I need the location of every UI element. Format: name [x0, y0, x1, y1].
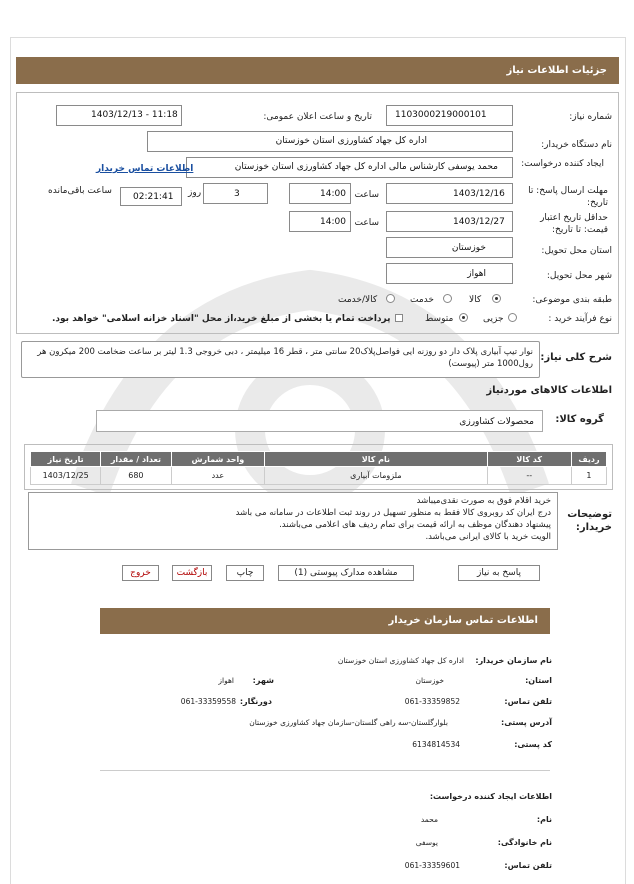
goods-group-label: گروه کالا:: [555, 414, 604, 425]
col-unit: واحد شمارش: [171, 452, 265, 467]
contact-province-value: خوزستان: [415, 676, 444, 685]
goods-section-title: اطلاعات کالاهای موردنیاز: [486, 385, 612, 396]
price-date-value: 1403/12/27: [453, 217, 505, 227]
contact-address-label: آدرس پستی:: [501, 718, 552, 727]
reply-date-field[interactable]: [386, 183, 513, 204]
remaining-label: ساعت باقی‌مانده: [48, 186, 112, 196]
creator-label: ایجاد کننده درخواست:: [521, 159, 604, 169]
cell-code: --: [487, 467, 571, 485]
summary-label: شرح کلی نیاز:: [540, 352, 612, 363]
price-time-label: ساعت: [354, 218, 379, 228]
col-row: ردیف: [571, 452, 606, 467]
col-code: کد کالا: [487, 452, 571, 467]
category-option-service: خدمت: [410, 295, 434, 305]
creator-field[interactable]: [186, 157, 513, 178]
announce-value: 1403/12/13 - 11:18: [91, 110, 178, 120]
price-time-field[interactable]: [289, 211, 351, 232]
goods-group-field: [96, 410, 543, 432]
cell-row: 1: [571, 467, 606, 485]
creator-phone-label: تلفن تماس:: [504, 861, 552, 870]
contact-city-label: شهر:: [252, 676, 274, 685]
attachments-button[interactable]: مشاهده مدارک پیوستی (1): [278, 565, 414, 581]
summary-text: نوار تیپ آبیاری پلاک دار دو روزنه ایی فواصل‌پلاک20 سانتی متر ، قطر 16 میلیمتر ، دبی خروجی 1.3 لیتر بر ساعت ضخامت 200 میکرون هر رول1000 متر (پیوست): [37, 347, 533, 369]
reply-time-label: ساعت: [354, 190, 379, 200]
category-label: طبقه بندی موضوعی:: [532, 295, 612, 305]
summary-box: [21, 341, 540, 378]
buyer-notes-label: توضیحات خریدار:: [567, 509, 612, 533]
treasury-checkbox[interactable]: [395, 314, 403, 322]
contact-fax-label: دورنگار:: [239, 697, 272, 706]
buyer-contact-link[interactable]: اطلاعات تماس خریدار: [96, 164, 194, 174]
days-left-field[interactable]: [203, 183, 268, 204]
category-radio-both[interactable]: [386, 294, 395, 303]
province-label: استان محل تحویل:: [541, 246, 612, 256]
print-button[interactable]: چاپ: [226, 565, 264, 581]
need-number-field[interactable]: [386, 105, 513, 126]
days-left-value: 3: [234, 189, 240, 199]
contact-header: [100, 608, 550, 634]
buyer-note-line-2: درج ایران کد روبروی کالا فقط به منظور تسهیل در روند ثبت اطلاعات در سامانه می باشد: [235, 508, 551, 518]
cell-unit: عدد: [171, 467, 265, 485]
province-field[interactable]: [386, 237, 513, 258]
process-option-medium: متوسط: [425, 314, 454, 324]
category-option-goods: کالا: [469, 295, 482, 305]
goods-group-value: محصولات کشاورزی: [459, 417, 534, 427]
creator-value: محمد یوسفی کارشناس مالی اداره کل جهاد کشاورزی استان خوزستان: [234, 162, 498, 172]
buyer-notes-box: [28, 492, 558, 550]
city-label: شهر محل تحویل:: [546, 271, 612, 281]
creator-section-title: اطلاعات ایجاد کننده درخواست:: [429, 792, 552, 801]
contact-org-label: نام سازمان خریدار:: [475, 656, 552, 665]
payment-note: پرداخت تمام یا بخشی از مبلغ خرید،از محل "اسناد خزانه اسلامی" خواهد بود.: [52, 314, 391, 324]
contact-title: اطلاعات تماس سازمان خریدار: [388, 615, 538, 626]
city-field[interactable]: [386, 263, 513, 284]
day-label: روز: [188, 188, 202, 198]
announce-field[interactable]: [56, 105, 182, 126]
buyer-org-label: نام دستگاه خریدار:: [541, 140, 612, 150]
reply-button[interactable]: پاسخ به نیاز: [458, 565, 540, 581]
need-number-value: 1103000219000101: [395, 110, 487, 120]
province-value: خوزستان: [451, 243, 486, 253]
contact-postal-value: 6134814534: [412, 740, 460, 749]
cell-qty: 680: [101, 467, 171, 485]
contact-divider: [100, 770, 550, 771]
category-option-both: کالا/خدمت: [338, 295, 378, 305]
price-validity-label: حداقل تاریخ اعتبار قیمت: تا تاریخ:: [540, 213, 608, 235]
category-radio-goods[interactable]: [492, 294, 501, 303]
price-date-field[interactable]: [386, 211, 513, 232]
buyer-org-value: اداره کل جهاد کشاورزی استان خوزستان: [275, 136, 427, 146]
reply-date-value: 1403/12/16: [453, 189, 505, 199]
col-qty: تعداد / مقدار: [101, 452, 171, 467]
buyer-note-line-3: پیشنهاد دهندگان موظف به ارائه قیمت برای تمام ردیف های اعلامی می‌باشند.: [279, 520, 551, 530]
page-header: [16, 57, 619, 84]
back-button[interactable]: بازگشت: [172, 565, 212, 581]
city-value: اهواز: [467, 269, 486, 279]
remaining-time-field[interactable]: [120, 187, 182, 206]
buyer-org-field[interactable]: [147, 131, 513, 152]
reply-time-field[interactable]: [289, 183, 351, 204]
contact-address-value: بلوارگلستان-سه راهی گلستان-سازمان جهاد کشاورزی خوزستان: [249, 718, 448, 727]
process-radio-minor[interactable]: [508, 313, 517, 322]
creator-last-name-label: نام خانوادگی:: [497, 838, 552, 847]
remaining-time-value: 02:21:41: [133, 192, 174, 202]
contact-fax-value: 061-33359558: [180, 697, 236, 706]
reply-deadline-label: مهلت ارسال پاسخ: تا تاریخ:: [528, 186, 608, 208]
buyer-note-line-4: الویت خرید با کالای ایرانی می‌باشد.: [425, 532, 551, 542]
contact-phone-value: 061-33359852: [404, 697, 460, 706]
items-table: [30, 451, 607, 485]
creator-first-name-label: نام:: [536, 815, 552, 824]
contact-city-value: اهواز: [218, 676, 234, 685]
creator-last-name-value: یوسفی: [415, 838, 438, 847]
creator-phone-value: 061-33359601: [404, 861, 460, 870]
contact-postal-label: کد پستی:: [514, 740, 552, 749]
page-title: جزئیات اطلاعات نیاز: [506, 65, 607, 76]
contact-phone-label: تلفن تماس:: [504, 697, 552, 706]
col-need-date: تاریخ نیاز: [31, 452, 101, 467]
announce-label: تاریخ و ساعت اعلان عمومی:: [263, 112, 372, 122]
cell-name: ملزومات آبیاری: [265, 467, 487, 485]
process-label: نوع فرآیند خرید :: [548, 314, 612, 324]
cell-need-date: 1403/12/25: [31, 467, 101, 485]
buyer-note-line-1: خرید اقلام فوق به صورت نقدی‌میباشد: [416, 496, 551, 506]
exit-button[interactable]: خروج: [122, 565, 159, 581]
category-radio-service[interactable]: [443, 294, 452, 303]
need-number-label: شماره نیاز:: [569, 112, 612, 122]
col-name: نام کالا: [265, 452, 487, 467]
reply-time-value: 14:00: [320, 189, 346, 199]
contact-province-label: استان:: [525, 676, 552, 685]
process-option-minor: جزیی: [483, 314, 504, 324]
table-row[interactable]: [31, 467, 607, 485]
contact-org-value: اداره کل جهاد کشاورزی استان خوزستان: [337, 656, 464, 665]
price-time-value: 14:00: [320, 217, 346, 227]
creator-first-name-value: محمد: [420, 815, 438, 824]
process-radio-medium[interactable]: [459, 313, 468, 322]
items-header-row: [31, 452, 607, 467]
